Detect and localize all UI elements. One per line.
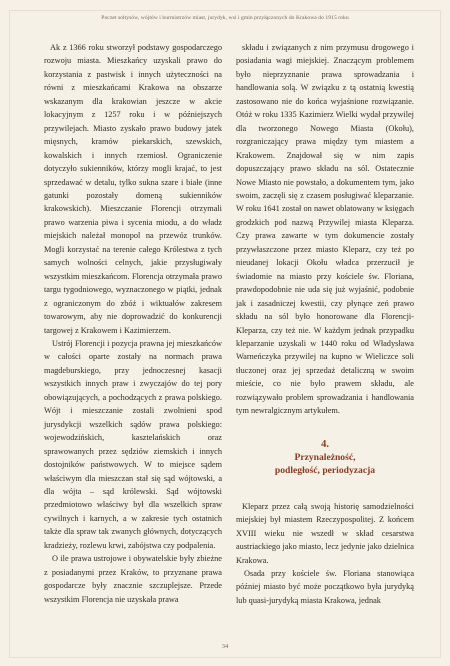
running-header: Poczet sołtysów, wójtów i burmistrzów miast, jurydyk, wsi i gmin przyłączonych do Krakowa do 1915 roku (101, 15, 349, 21)
page-number: 34 (221, 643, 229, 650)
paragraph: Ak z 1366 roku stworzył podstawy gospodarczego rozwoju miasta. Mieszkańcy uzyskali prawo do korzystania z pastwisk i innych użyteczności na równi z mieszkańcami Krakowa na obszarze wskazanym dla krakowian jeszcze w akcie lokacyjnym z 1257 roku i w późniejszych przywilejach. Miasto zyskało prawo budowy jatek mięsnych, kramów piekarskich, szewskich, kowalskich i innych rzemiosł. Ograniczenie dotyczyło sukienników, którzy mogli krajać, to jest sprzedawać w detalu, tylko sukna szare i białe (inne gatunki pozostały domeną sukienników krakowskich). Mieszczanie Florencji otrzymali prawo warzenia piwa i sycenia miodu, a do władz miejskich należał monopol na przewóz trunków. Mogli korzystać na terenie całego Królestwa z tych samych wolności celnych, jakie przysługiwały wszystkim mieszkańcom. Florencja otrzymała prawo targu tygodniowego, wyznaczonego w piątki, jednak z ograniczonym do zbóż i wiktuałów zakresem towarowym, aby nie doprowadzić do konkurencji targowej z Krakowem i Kazimierzem. (44, 43, 222, 335)
paragraph: Kleparz przez całą swoją historię samodzielności miejskiej był miastem Rzeczypospolitej. Z końcem XVIII wieku nie wszedł w skład cesarstwa austriackiego jako miasto, lecz jedynie jako dzielnica Krakowa. (236, 501, 414, 565)
left-column (44, 41, 222, 606)
paragraph: Osada przy kościele św. Floriana stanowiąca później miasto być może początkowo była jurydyką lub quasi-jurydyką miasta Krakowa, jednak (236, 568, 414, 605)
paragraph: Ustrój Florencji i pozycja prawna jej mieszkańców w całości oparte zostały na normach prawa magdeburskiego, przy jednoczesnej kasacji wszystkich innych praw i zwyczajów do tej pory obowiązujących, a pochodzących z prawa polskiego. Wójt i mieszczanie zostali zwolnieni spod jurysdykcji wszelkich sądów prawa polskiego: wojewodzińskich, kasztelańskich oraz sprawowanych przez sędziów ziemskich i innych dostojników państwowych. W to miejsce sądem właściwym dla mieszczan stał się sąd wójtowski, a dla wójta – sąd królewski. Sąd wójtowski przedmiotowo właściwy był dla wszelkich spraw cywilnych i karnych, a w zakresie tych ostatnich także dla spraw tak zwanych głównych, dotyczących kradzieży, rozlewu krwi, zabójstwa czy podpalenia. (44, 338, 222, 550)
paragraph: O ile prawa ustrojowe i obywatelskie były zbieżne z posiadanymi przez Kraków, to przyznane prawa gospodarcze były znacznie szczuplejsze. Przede wszystkim Florencja nie uzyskała prawa (44, 554, 222, 604)
paragraph: składu i związanych z nim przymusu drogowego i posiadania wagi miejskiej. Znaczącym problemem było nieprzyznanie prawa sprowadzania i handlowania solą. W związku z tą ostatnią kwestią zastosowano nie do końca wyjaśnione rozwiązanie. Otóż w roku 1335 Kazimierz Wielki wydał przywilej dla tworzonego Nowego Miasta (Okołu), rozgraniczający prawa między tym miastem a Krakowem. Znajdował się w nim zapis dopuszczający prawo składu na sól. Ostatecznie Nowe Miasto nie powstało, a dokumentem tym, jako swoim, zaczęli się z czasem posługiwać kleparzanie. W roku 1641 został on nawet oblatowany w księgach grodzkich pod nazwą Przywilej miasta Kleparza. Czy prawa zawarte w tym dokumencie zostały przywłaszczone przez miasto Kleparz, czy też po nieudanej lokacji Okołu władca przerzucił je świadomie na miasto przy kościele św. Floriana, prawdopodobnie nie uda się już wyjaśnić, podobnie jak i zasadniczej kwestii, czy płynące zeń prawo składu na sól było honorowane dla Florencji-Kleparza, czy też nie. W każdym jednak przypadku kleparzanie uzyskali w 1440 roku od Władysława Warneńczyka przywilej na kupno w Wieliczce soli tłuczonej oraz jej sprzedaż detaliczną w swoim mieście, co nie było prawem składu, ale rozwiązywało problem sprowadzania i handlowania tym newralgicznym artykułem. (236, 43, 414, 416)
section-number: 4. (321, 438, 329, 450)
section-title-line: podległość, periodyzacja (274, 464, 376, 476)
section-title (236, 451, 414, 477)
section-title-line: Przynależność, (294, 451, 356, 463)
right-column (236, 41, 414, 607)
